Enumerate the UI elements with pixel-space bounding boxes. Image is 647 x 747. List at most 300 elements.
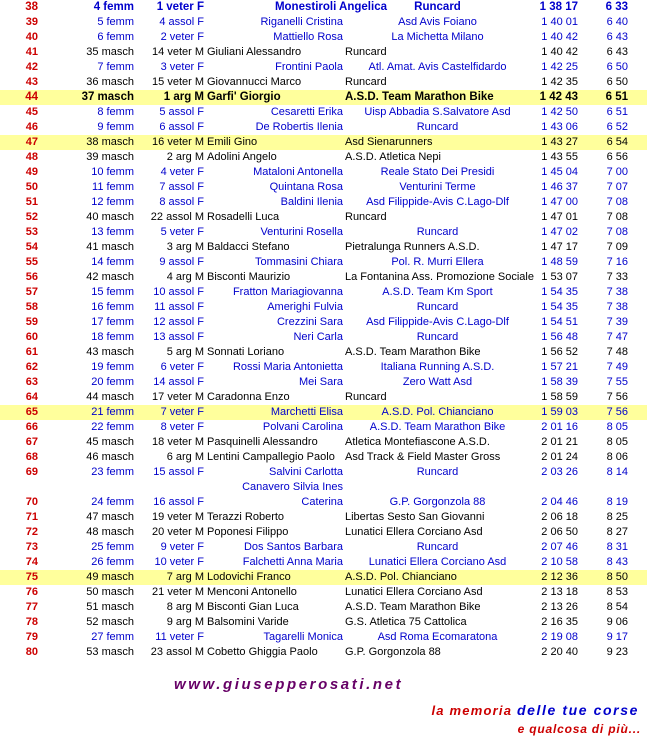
- class-rank-cell: 1 veter F: [156, 1, 204, 13]
- class-rank-cell: 10 assol F: [153, 286, 204, 298]
- position-cell: 60: [25, 331, 38, 343]
- result-row: [0, 60, 647, 75]
- time-cell: 2 13 18: [541, 586, 578, 598]
- athlete-name-cell: Frontini Paola: [275, 61, 343, 73]
- team-cell: Runcard: [345, 46, 387, 58]
- athlete-name-cell: Balsomini Varide: [207, 616, 289, 628]
- pace-cell: 6 52: [606, 121, 628, 133]
- athlete-name-cell: Mattiello Rosa: [273, 31, 343, 43]
- result-row: [0, 330, 647, 345]
- class-rank-cell: 19 veter M: [152, 511, 204, 523]
- pace-cell: 8 54: [606, 601, 628, 613]
- result-row: [0, 390, 647, 405]
- position-cell: 50: [25, 181, 38, 193]
- class-rank-cell: 17 veter M: [152, 391, 204, 403]
- class-rank-cell: 3 veter F: [160, 61, 204, 73]
- pace-cell: 7 16: [606, 256, 628, 268]
- time-cell: 1 40 01: [541, 16, 578, 28]
- class-rank-cell: 11 assol F: [154, 301, 204, 313]
- class-rank-cell: 5 arg M: [166, 346, 204, 358]
- team-cell: A.S.D. Team Marathon Bike: [345, 601, 481, 613]
- time-cell: 1 47 17: [541, 241, 578, 253]
- position-cell: 52: [25, 211, 38, 223]
- position-cell: 72: [25, 526, 38, 538]
- position-cell: 75: [25, 571, 38, 583]
- class-rank-cell: 15 veter M: [152, 76, 204, 88]
- result-row: [0, 480, 647, 510]
- category-rank-cell: 35 masch: [86, 46, 134, 58]
- pace-cell: 7 08: [606, 211, 628, 223]
- position-cell: 59: [25, 316, 38, 328]
- result-row: [0, 570, 647, 585]
- time-cell: 1 42 35: [541, 76, 578, 88]
- class-rank-cell: 14 veter M: [152, 46, 204, 58]
- athlete-name-cell: Sonnati Loriano: [207, 346, 285, 358]
- result-row: [0, 405, 647, 420]
- pace-cell: 6 56: [606, 151, 628, 163]
- pace-cell: 8 06: [606, 451, 628, 463]
- pace-cell: 8 27: [606, 526, 628, 538]
- time-cell: 1 54 35: [541, 286, 578, 298]
- pace-cell: 8 05: [606, 436, 628, 448]
- class-rank-cell: 5 assol F: [159, 106, 204, 118]
- category-rank-cell: 17 femm: [91, 316, 134, 328]
- pace-cell: 8 14: [606, 466, 628, 478]
- pace-cell: 7 09: [606, 241, 628, 253]
- result-row: [0, 450, 647, 465]
- position-cell: 41: [25, 46, 38, 58]
- pace-cell: 7 39: [606, 316, 628, 328]
- category-rank-cell: 19 femm: [91, 361, 134, 373]
- result-row: [0, 435, 647, 450]
- site-footer: [0, 676, 647, 747]
- result-row: [0, 225, 647, 240]
- class-rank-cell: 18 veter M: [152, 436, 204, 448]
- position-cell: 40: [25, 31, 38, 43]
- category-rank-cell: 52 masch: [86, 616, 134, 628]
- athlete-name-cell: Quintana Rosa: [269, 181, 343, 193]
- time-cell: 2 01 16: [541, 421, 578, 433]
- team-cell: Reale Stato Dei Presidi: [380, 166, 495, 178]
- team-cell: Asd Filippide-Avis C.Lago-Dlf: [366, 196, 509, 208]
- result-row: [0, 180, 647, 195]
- position-cell: 48: [25, 151, 38, 163]
- pace-cell: 9 23: [606, 646, 628, 658]
- team-cell: La Michetta Milano: [391, 31, 484, 43]
- time-cell: 1 47 02: [541, 226, 578, 238]
- tagline-part1: la memoria: [431, 703, 517, 718]
- position-cell: 61: [25, 346, 38, 358]
- category-rank-cell: 9 femm: [97, 121, 134, 133]
- time-cell: 1 43 06: [541, 121, 578, 133]
- category-rank-cell: 39 masch: [86, 151, 134, 163]
- athlete-name-cell: Menconi Antonello: [207, 586, 297, 598]
- category-rank-cell: 11 femm: [92, 181, 134, 193]
- category-rank-cell: 10 femm: [91, 166, 134, 178]
- position-cell: 66: [25, 421, 38, 433]
- tagline: [431, 702, 639, 718]
- result-row: [0, 150, 647, 165]
- class-rank-cell: 6 arg M: [166, 451, 204, 463]
- team-cell: Asd Roma Ecomaratona: [377, 631, 498, 643]
- category-rank-cell: 38 masch: [86, 136, 134, 148]
- team-cell: Atletica Montefiascone A.S.D.: [345, 436, 490, 448]
- pace-cell: 8 19: [606, 496, 628, 508]
- athlete-name-cell: Mataloni Antonella: [253, 166, 343, 178]
- category-rank-cell: 36 masch: [86, 76, 134, 88]
- athlete-name-cell: Caradonna Enzo: [207, 391, 290, 403]
- pace-cell: 6 50: [606, 76, 628, 88]
- position-cell: 64: [25, 391, 38, 403]
- result-row: [0, 195, 647, 210]
- class-rank-cell: 3 arg M: [166, 241, 204, 253]
- time-cell: 1 57 21: [541, 361, 578, 373]
- class-rank-cell: 2 veter F: [160, 31, 204, 43]
- athlete-name-cell: Marchetti Elisa: [270, 406, 343, 418]
- team-cell: Italiana Running A.S.D.: [380, 361, 495, 373]
- team-cell: Runcard: [416, 121, 459, 133]
- team-cell: Lunatici Ellera Corciano Asd: [345, 526, 483, 538]
- pace-cell: 6 43: [606, 31, 628, 43]
- time-cell: 1 47 00: [541, 196, 578, 208]
- class-rank-cell: 9 arg M: [166, 616, 204, 628]
- position-cell: 38: [25, 1, 38, 13]
- time-cell: 2 06 50: [541, 526, 578, 538]
- team-cell: Runcard: [345, 76, 387, 88]
- class-rank-cell: 7 assol F: [159, 181, 204, 193]
- pace-cell: 7 07: [606, 181, 628, 193]
- result-row: [0, 240, 647, 255]
- category-rank-cell: 7 femm: [97, 61, 134, 73]
- time-cell: 1 58 39: [541, 376, 578, 388]
- pace-cell: 7 08: [606, 226, 628, 238]
- position-cell: 54: [25, 241, 38, 253]
- class-rank-cell: 9 assol F: [159, 256, 204, 268]
- athlete-name-cell: Amerighi Fulvia: [267, 301, 343, 313]
- athlete-name-cell: Riganelli Cristina: [260, 16, 343, 28]
- time-cell: 1 43 27: [541, 136, 578, 148]
- category-rank-cell: 8 femm: [97, 106, 134, 118]
- site-url-link[interactable]: www.giusepperosati.net: [174, 676, 404, 693]
- pace-cell: 7 38: [606, 301, 628, 313]
- time-cell: 2 13 26: [541, 601, 578, 613]
- time-cell: 2 07 46: [541, 541, 578, 553]
- position-cell: 63: [25, 376, 38, 388]
- athlete-name-cell: Polvani Carolina: [262, 421, 343, 433]
- pace-cell: 7 33: [606, 271, 628, 283]
- athlete-name-cell: Rosadelli Luca: [207, 211, 280, 223]
- team-cell: Runcard: [416, 226, 459, 238]
- class-rank-cell: 23 assol M: [150, 646, 204, 658]
- team-cell: G.P. Gorgonzola 88: [345, 646, 441, 658]
- athlete-name-cell: Dos Santos Barbara: [243, 541, 343, 553]
- team-cell: Asd Sienarunners: [345, 136, 433, 148]
- pace-cell: 6 51: [605, 91, 628, 103]
- athlete-name-cell: Salvini Carlotta: [269, 466, 343, 478]
- result-row: [0, 105, 647, 120]
- tagline-line2: e qualcosa di più...: [517, 722, 641, 736]
- position-cell: 56: [25, 271, 38, 283]
- category-rank-cell: 15 femm: [91, 286, 134, 298]
- athlete-name-cell: Cesaretti Erika: [270, 106, 343, 118]
- position-cell: 77: [25, 601, 38, 613]
- time-cell: 2 12 36: [541, 571, 578, 583]
- time-cell: 1 54 35: [541, 301, 578, 313]
- athlete-name-cell: Caterina: [301, 496, 343, 508]
- team-cell: G.P. Gorgonzola 88: [389, 496, 486, 508]
- team-cell: Runcard: [414, 1, 461, 13]
- position-cell: 62: [25, 361, 38, 373]
- class-rank-cell: 8 arg M: [166, 601, 204, 613]
- result-row: [0, 630, 647, 645]
- category-rank-cell: 53 masch: [86, 646, 134, 658]
- result-row: [0, 120, 647, 135]
- result-row: [0, 525, 647, 540]
- position-cell: 42: [25, 61, 38, 73]
- category-rank-cell: 51 masch: [86, 601, 134, 613]
- team-cell: A.S.D. Team Marathon Bike: [369, 421, 506, 433]
- category-rank-cell: 47 masch: [86, 511, 134, 523]
- class-rank-cell: 22 assol M: [150, 211, 204, 223]
- position-cell: 71: [25, 511, 38, 523]
- pace-cell: 8 31: [606, 541, 628, 553]
- team-cell: Runcard: [416, 301, 459, 313]
- class-rank-cell: 4 arg M: [166, 271, 204, 283]
- category-rank-cell: 4 femm: [93, 1, 134, 13]
- result-row: [0, 540, 647, 555]
- result-row: [0, 420, 647, 435]
- class-rank-cell: 6 veter F: [160, 361, 204, 373]
- class-rank-cell: 16 veter M: [152, 136, 204, 148]
- position-cell: 43: [25, 76, 38, 88]
- pace-cell: 6 54: [606, 136, 628, 148]
- class-rank-cell: 20 veter M: [152, 526, 204, 538]
- team-cell: A.S.D. Team Marathon Bike: [345, 346, 481, 358]
- athlete-name-cell: De Robertis Ilenia: [255, 121, 343, 133]
- position-cell: 78: [25, 616, 38, 628]
- pace-cell: 7 47: [606, 331, 628, 343]
- result-row: [0, 510, 647, 525]
- time-cell: 2 01 21: [541, 436, 578, 448]
- class-rank-cell: 1 arg M: [163, 91, 204, 103]
- pace-cell: 9 06: [606, 616, 628, 628]
- athlete-name-cell: Baldini Ilenia: [280, 196, 343, 208]
- pace-cell: 7 00: [606, 166, 628, 178]
- team-cell: Asd Avis Foiano: [398, 16, 477, 28]
- time-cell: 1 59 03: [541, 406, 578, 418]
- result-row: [0, 345, 647, 360]
- class-rank-cell: 14 assol F: [153, 376, 204, 388]
- class-rank-cell: 4 veter F: [160, 166, 204, 178]
- position-cell: 57: [25, 286, 38, 298]
- class-rank-cell: 13 assol F: [153, 331, 204, 343]
- time-cell: 2 19 08: [541, 631, 578, 643]
- athlete-name-cell: Giuliani Alessandro: [207, 46, 302, 58]
- result-row: [0, 645, 647, 660]
- result-row: [0, 285, 647, 300]
- result-row: [0, 600, 647, 615]
- pace-cell: 8 43: [606, 556, 628, 568]
- category-rank-cell: 26 femm: [91, 556, 134, 568]
- pace-cell: 7 49: [606, 361, 628, 373]
- category-rank-cell: 45 masch: [86, 436, 134, 448]
- class-rank-cell: 12 assol F: [153, 316, 204, 328]
- position-cell: 45: [25, 106, 38, 118]
- category-rank-cell: 48 masch: [86, 526, 134, 538]
- time-cell: 1 53 07: [541, 271, 578, 283]
- athlete-name-line1-cell: Canavero Silvia Ines: [242, 481, 343, 493]
- position-cell: 67: [25, 436, 38, 448]
- result-row: [0, 15, 647, 30]
- pace-cell: 8 50: [606, 571, 628, 583]
- pace-cell: 8 05: [606, 421, 628, 433]
- team-cell: Uisp Abbadia S.Salvatore Asd: [364, 106, 511, 118]
- position-cell: 39: [25, 16, 38, 28]
- class-rank-cell: 11 veter F: [155, 631, 204, 643]
- athlete-name-cell: Terazzi Roberto: [207, 511, 285, 523]
- team-cell: Libertas Sesto San Giovanni: [345, 511, 485, 523]
- category-rank-cell: 21 femm: [91, 406, 134, 418]
- pace-cell: 7 48: [606, 346, 628, 358]
- result-row: [0, 165, 647, 180]
- time-cell: 1 47 01: [541, 211, 578, 223]
- position-cell: 49: [25, 166, 38, 178]
- team-cell: A.S.D. Team Km Sport: [382, 286, 493, 298]
- class-rank-cell: 4 assol F: [159, 16, 204, 28]
- team-cell: Runcard: [345, 391, 387, 403]
- category-rank-cell: 16 femm: [91, 301, 134, 313]
- category-rank-cell: 6 femm: [97, 31, 134, 43]
- class-rank-cell: 10 veter F: [154, 556, 204, 568]
- pace-cell: 6 40: [606, 16, 628, 28]
- class-rank-cell: 9 veter F: [160, 541, 204, 553]
- time-cell: 1 42 50: [541, 106, 578, 118]
- category-rank-cell: 20 femm: [91, 376, 134, 388]
- time-cell: 1 42 25: [541, 61, 578, 73]
- team-cell: Asd Filippide-Avis C.Lago-Dlf: [366, 316, 509, 328]
- time-cell: 1 42 43: [539, 91, 578, 103]
- team-cell: Runcard: [416, 466, 459, 478]
- position-cell: 51: [25, 196, 38, 208]
- pace-cell: 7 56: [606, 391, 628, 403]
- result-row: [0, 0, 647, 15]
- team-cell: A.S.D. Pol. Chianciano: [381, 406, 494, 418]
- class-rank-cell: 21 veter M: [152, 586, 204, 598]
- time-cell: 1 48 59: [541, 256, 578, 268]
- result-row: [0, 315, 647, 330]
- category-rank-cell: 23 femm: [91, 466, 134, 478]
- result-row: [0, 210, 647, 225]
- team-cell: Venturini Terme: [399, 181, 476, 193]
- team-cell: Lunatici Ellera Corciano Asd: [345, 586, 483, 598]
- time-cell: 1 46 37: [541, 181, 578, 193]
- time-cell: 2 04 46: [541, 496, 578, 508]
- time-cell: 2 06 18: [541, 511, 578, 523]
- class-rank-cell: 16 assol F: [153, 496, 204, 508]
- athlete-name-cell: Pasquinelli Alessandro: [207, 436, 318, 448]
- position-cell: 70: [25, 496, 38, 508]
- class-rank-cell: 5 veter F: [160, 226, 204, 238]
- team-cell: La Fontanina Ass. Promozione Sociale: [345, 271, 534, 283]
- athlete-name-cell: Giovannucci Marco: [207, 76, 302, 88]
- team-cell: Pietralunga Runners A.S.D.: [345, 241, 480, 253]
- athlete-name-cell: Tagarelli Monica: [263, 631, 343, 643]
- athlete-name-cell: Lodovichi Franco: [207, 571, 291, 583]
- position-cell: 68: [25, 451, 38, 463]
- athlete-name-cell: Poponesi Filippo: [207, 526, 289, 538]
- pace-cell: 6 43: [606, 46, 628, 58]
- team-cell: Runcard: [416, 331, 459, 343]
- athlete-name-cell: Bisconti Maurizio: [207, 271, 291, 283]
- class-rank-cell: 7 veter F: [160, 406, 204, 418]
- athlete-name-cell: Crezzini Sara: [276, 316, 343, 328]
- position-cell: 73: [25, 541, 38, 553]
- result-row: [0, 30, 647, 45]
- result-row: [0, 75, 647, 90]
- result-row: [0, 45, 647, 60]
- class-rank-cell: 6 assol F: [159, 121, 204, 133]
- pace-cell: 8 25: [606, 511, 628, 523]
- category-rank-cell: 41 masch: [86, 241, 134, 253]
- time-cell: 1 56 48: [541, 331, 578, 343]
- athlete-name-cell: Cobetto Ghiggia Paolo: [207, 646, 318, 658]
- time-cell: 1 58 59: [541, 391, 578, 403]
- position-cell: 46: [25, 121, 38, 133]
- pace-cell: 8 53: [606, 586, 628, 598]
- team-cell: A.S.D. Pol. Chianciano: [345, 571, 457, 583]
- position-cell: 47: [25, 136, 38, 148]
- category-rank-cell: 46 masch: [86, 451, 134, 463]
- category-rank-cell: 5 femm: [97, 16, 134, 28]
- team-cell: A.S.D. Atletica Nepi: [345, 151, 441, 163]
- result-row: [0, 555, 647, 570]
- category-rank-cell: 13 femm: [91, 226, 134, 238]
- time-cell: 2 03 26: [541, 466, 578, 478]
- class-rank-cell: 8 veter F: [160, 421, 204, 433]
- athlete-name-cell: Rossi Maria Antonietta: [232, 361, 343, 373]
- result-row: [0, 300, 647, 315]
- category-rank-cell: 40 masch: [86, 211, 134, 223]
- category-rank-cell: 43 masch: [86, 346, 134, 358]
- result-row: [0, 615, 647, 630]
- athlete-name-cell: Monestiroli Angelica: [274, 1, 387, 13]
- category-rank-cell: 12 femm: [91, 196, 134, 208]
- category-rank-cell: 18 femm: [91, 331, 134, 343]
- pace-cell: 6 50: [606, 61, 628, 73]
- position-cell: 58: [25, 301, 38, 313]
- category-rank-cell: 42 masch: [86, 271, 134, 283]
- athlete-name-cell: Tommasini Chiara: [254, 256, 343, 268]
- athlete-name-cell: Mei Sara: [298, 376, 343, 388]
- tagline-part2: delle tue corse: [516, 702, 639, 718]
- position-cell: 80: [25, 646, 38, 658]
- result-row: [0, 375, 647, 390]
- team-cell: Runcard: [345, 211, 387, 223]
- result-row: [0, 270, 647, 285]
- pace-cell: 6 33: [605, 1, 628, 13]
- category-rank-cell: 37 masch: [81, 91, 134, 103]
- time-cell: 2 01 24: [541, 451, 578, 463]
- class-rank-cell: 15 assol F: [153, 466, 204, 478]
- team-cell: Pol. R. Murri Ellera: [391, 256, 484, 268]
- position-cell: 69: [25, 466, 38, 478]
- time-cell: 1 38 17: [539, 1, 578, 13]
- result-row: [0, 465, 647, 480]
- time-cell: 1 43 55: [541, 151, 578, 163]
- time-cell: 2 20 40: [541, 646, 578, 658]
- athlete-name-cell: Lentini Campallegio Paolo: [207, 451, 335, 463]
- pace-cell: 7 38: [606, 286, 628, 298]
